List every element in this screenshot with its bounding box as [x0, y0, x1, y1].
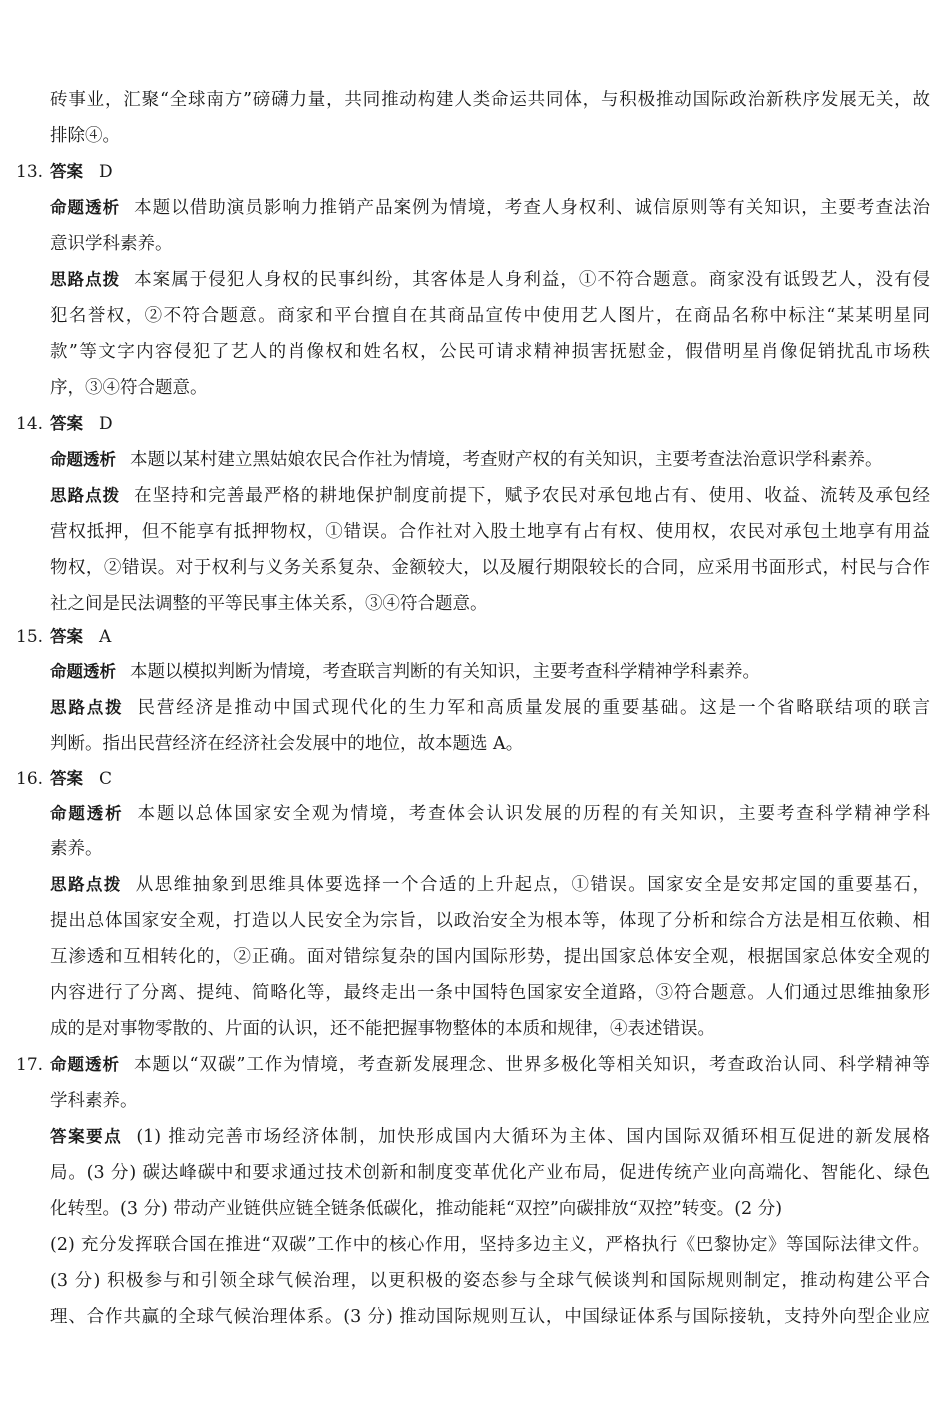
proposition-line: 意识学科素养。	[50, 234, 173, 254]
thinking-line: 社之间是民法调整的平等民事主体关系，③④符合题意。	[50, 594, 488, 614]
thinking-line: 成的是对事物零散的、片面的认识，还不能把握事物整体的本质和规律，④表述错误。	[50, 1019, 715, 1039]
answer-row	[50, 409, 113, 439]
thinking-label: 思路点拨	[50, 875, 122, 894]
proposition-text: 本题以总体国家安全观为情境，考查体会认识发展的历程的有关知识，主要考查科学精神学科	[137, 804, 930, 824]
proposition-line	[50, 193, 930, 223]
part2-line: 理、合作共赢的全球气候治理体系。(3 分) 推动国际规则互认，中国绿证体系与国际接轨，支持外向型企业应	[50, 1307, 930, 1327]
part2-line: (3 分) 积极参与和引领全球气候治理，以更积极的姿态参与全球气候谈判和国际规则制定，推动构建公平合	[50, 1271, 930, 1291]
proposition-line: 学科素养。	[50, 1091, 138, 1111]
proposition-line	[50, 445, 930, 475]
thinking-text: 在坚持和完善最严格的耕地保护制度前提下，赋予农民对承包地占有、使用、收益、流转及承包经	[134, 486, 930, 506]
proposition-line	[50, 657, 930, 687]
answer-row	[50, 622, 111, 652]
answer-row	[50, 157, 113, 187]
key-points-line: 局。(3 分) 碳达峰碳中和要求通过技术创新和制度变革优化产业布局，促进传统产业向高端化、智能化、绿色	[50, 1163, 930, 1183]
thinking-line	[50, 870, 930, 900]
answer-value: A	[99, 627, 112, 647]
thinking-label: 思路点拨	[50, 270, 121, 289]
proposition-line: 素养。	[50, 839, 103, 859]
thinking-line: 营权抵押，但不能享有抵押物权，①错误。合作社对入股土地享有占有权、使用权，农民对承包土地享有用益	[50, 522, 930, 542]
proposition-text: 本题以某村建立黑姑娘农民合作社为情境，考查财产权的有关知识，主要考查法治意识学科素养。	[130, 450, 883, 470]
thinking-label: 思路点拨	[50, 698, 124, 717]
answer-value: D	[99, 162, 113, 182]
proposition-line	[50, 799, 930, 829]
answer-label: 答案	[50, 414, 83, 433]
question-number: 14.	[16, 414, 44, 434]
question-number: 13.	[16, 162, 44, 182]
question-number: 15.	[16, 627, 44, 647]
answer-row	[50, 764, 112, 794]
proposition-text: 本题以借助演员影响力推销产品案例为情境，考查人身权利、诚信原则等有关知识，主要考查法治	[134, 198, 930, 218]
thinking-line: 犯名誉权，②不符合题意。商家和平台擅自在其商品宣传中使用艺人图片，在商品名称中标注“某某明星同	[50, 306, 930, 326]
intro-line: 排除④。	[50, 126, 120, 146]
thinking-text: 从思维抽象到思维具体要选择一个合适的上升起点，①错误。国家安全是安邦定国的重要基石，	[135, 875, 930, 895]
question-number: 17.	[16, 1055, 44, 1075]
thinking-line: 提出总体国家安全观，打造以人民安全为宗旨，以政治安全为根本等，体现了分析和综合方法是相互依赖、相	[50, 911, 930, 931]
intro-line: 砖事业，汇聚“全球南方”磅礴力量，共同推动构建人类命运共同体，与积极推动国际政治新秩序发展无关，故	[50, 90, 930, 110]
proposition-line	[50, 1050, 930, 1080]
proposition-label: 命题透析	[50, 198, 121, 217]
answer-value: D	[99, 414, 113, 434]
thinking-line: 序，③④符合题意。	[50, 378, 208, 398]
key-points-line	[50, 1122, 930, 1152]
answer-label: 答案	[50, 162, 83, 181]
thinking-line: 判断。指出民营经济在经济社会发展中的地位，故本题选 A。	[50, 734, 524, 754]
proposition-label: 命题透析	[50, 804, 124, 823]
question-number: 16.	[16, 769, 44, 789]
proposition-text: 本题以模拟判断为情境，考查联言判断的有关知识，主要考查科学精神学科素养。	[130, 662, 760, 682]
thinking-line: 物权，②错误。对于权利与义务关系复杂、金额较大，以及履行期限较长的合同，应采用书面形式，村民与合作	[50, 558, 930, 578]
proposition-text: 本题以“双碳”工作为情境，考查新发展理念、世界多极化等相关知识，考查政治认同、科学精神等	[134, 1055, 930, 1075]
answer-label: 答案	[50, 769, 83, 788]
thinking-text: 民营经济是推动中国式现代化的生力军和高质量发展的重要基础。这是一个省略联结项的联言	[137, 698, 930, 718]
answer-label: 答案	[50, 627, 83, 646]
part2-line: (2) 充分发挥联合国在推进“双碳”工作中的核心作用，坚持多边主义，严格执行《巴黎协定》等国际法律文件。	[50, 1235, 930, 1255]
thinking-line	[50, 265, 930, 295]
thinking-line	[50, 481, 930, 511]
answer-value: C	[99, 769, 113, 789]
thinking-line: 内容进行了分离、提纯、简略化等，最终走出一条中国特色国家安全道路，③符合题意。人们通过思维抽象形	[50, 983, 930, 1003]
thinking-line	[50, 693, 930, 723]
thinking-label: 思路点拨	[50, 486, 121, 505]
key-points-line: 化转型。(3 分) 带动产业链供应链全链条低碳化，推动能耗“双控”向碳排放“双控”转变。(2 分)	[50, 1199, 783, 1219]
key-points-label: 答案要点	[50, 1127, 123, 1146]
proposition-label: 命题透析	[50, 1055, 121, 1074]
thinking-line: 款”等文字内容侵犯了艺人的肖像权和姓名权，公民可请求精神损害抚慰金，假借明星肖像促销扰乱市场秩	[50, 342, 930, 362]
key-points-text: (1) 推动完善市场经济体制，加快形成国内大循环为主体、国内国际双循环相互促进的新发展格	[136, 1127, 930, 1147]
proposition-label: 命题透析	[50, 662, 116, 681]
thinking-text: 本案属于侵犯人身权的民事纠纷，其客体是人身利益，①不符合题意。商家没有诋毁艺人，没有侵	[134, 270, 930, 290]
proposition-label: 命题透析	[50, 450, 116, 469]
thinking-line: 互渗透和互相转化的，②正确。面对错综复杂的国内国际形势，提出国家总体安全观，根据国家总体安全观的	[50, 947, 930, 967]
